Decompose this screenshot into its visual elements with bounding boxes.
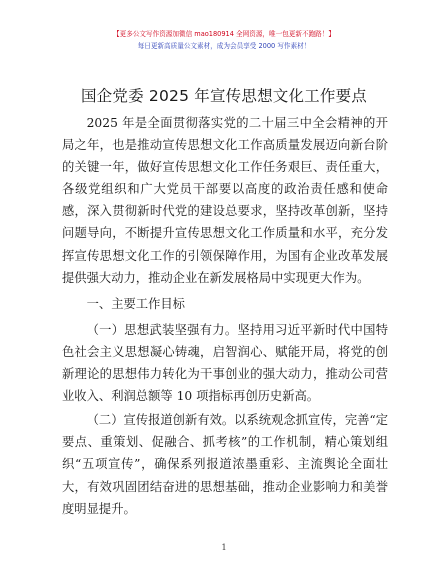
document-body <box>62 112 388 520</box>
goal-item-2: （二）宣传报道创新有效。以系统观念抓宣传，完善“定要点、重策划、促融合、抓考核”的工作机制，精心策划组织“五项宣传”，确保系列报道浓墨重彩、主流舆论全面壮大，有效巩固团结奋进的思想基础，推动企业影响力和美誉度明显提升。 <box>62 413 389 516</box>
promo-banner-line-2: 每日更新高质量公文素材，成为会员享受 2000 写作素材！ <box>137 42 311 50</box>
promo-banner-line-1: 【更多公文写作资源加微信 mao180914 全网资源，唯一包更新不跑路！】 <box>113 30 335 38</box>
section-heading-goals: 一、主要工作目标 <box>86 296 185 311</box>
promo-banner <box>0 30 448 51</box>
page-number: 1 <box>221 543 227 552</box>
intro-paragraph: 2025 年是全面贯彻落实党的二十届三中全会精神的开局之年，也是推动宣传思想文化工作高质量发展迈向新台阶的关键一年，做好宣传思想文化工作任务艰巨、责任重大，各级党组织和广大党员干部要以高度的政治责任感和使命感，深入贯彻新时代党的建设总要求，坚持改革创新，坚持问题导向，不断提升宣传思想文化工作质量和水平，充分发挥宣传思想文化工作的引领保障作用，为国有企业改革发展提供强大动力，推动企业在新发展格局中实现更大作为。 <box>62 116 388 285</box>
goal-item-1: （一）思想武装坚强有力。坚持用习近平新时代中国特色社会主义思想凝心铸魂，启智润心、赋能开局，将党的创新理论的思想伟力转化为干事创业的强大动力，推动公司营业收入、利润总额等 10 项指标再创历史新高。 <box>62 322 388 404</box>
document-title: 国企党委 2025 年宣传思想文化工作要点 <box>80 87 367 105</box>
